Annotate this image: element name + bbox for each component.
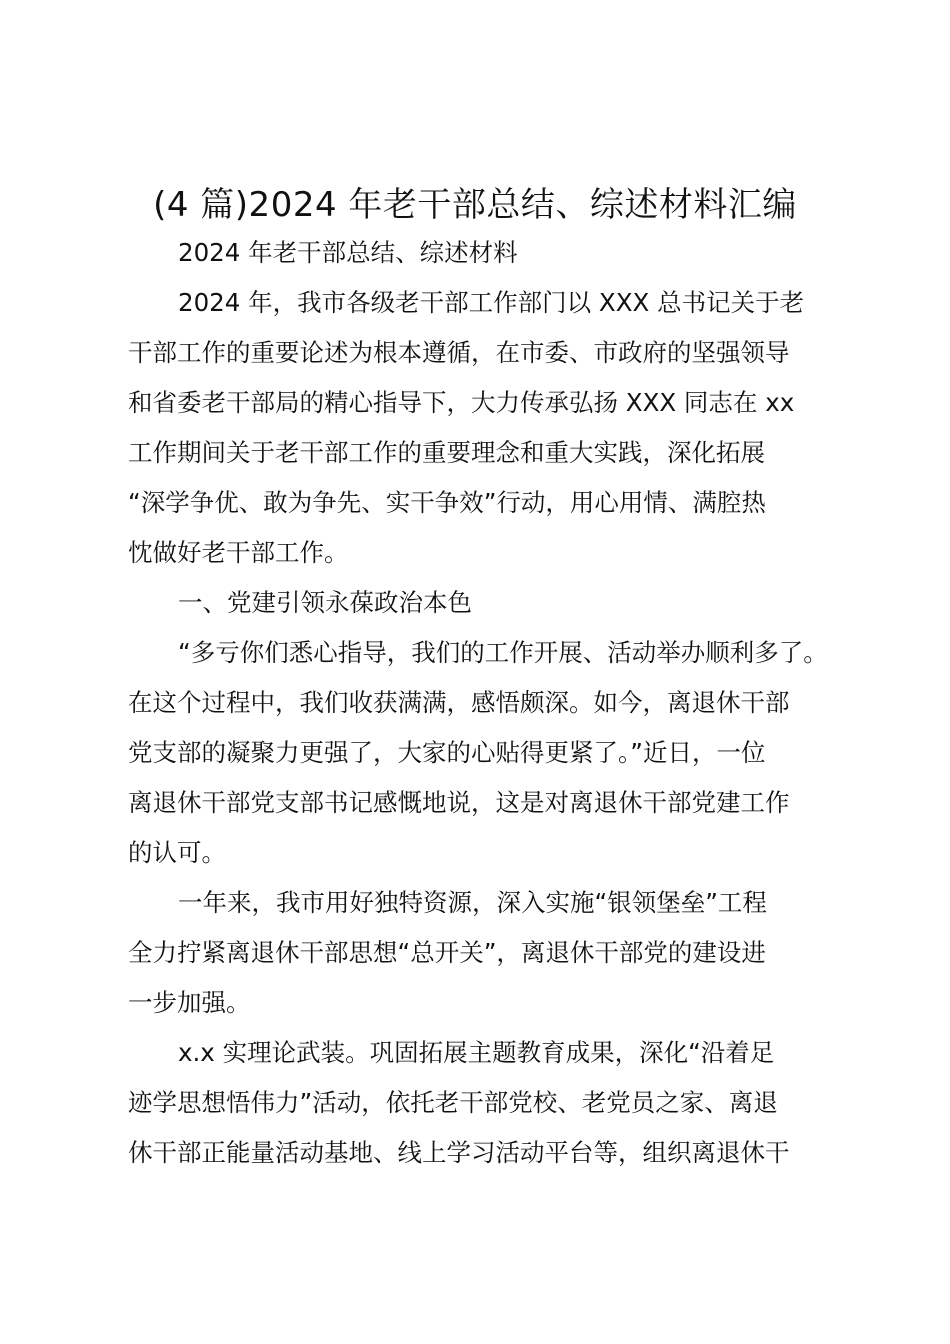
paragraph-line: 休干部正能量活动基地、线上学习活动平台等，组织离退休干 bbox=[128, 1138, 790, 1167]
document-title: (4 篇)2024 年老干部总结、综述材料汇编 bbox=[153, 185, 797, 225]
paragraph-line: 一步加强。 bbox=[128, 988, 251, 1017]
paragraph-line: 党支部的凝聚力更强了，大家的心贴得更紧了。”近日，一位 bbox=[128, 738, 766, 767]
paragraph-line: 干部工作的重要论述为根本遵循，在市委、市政府的坚强领导 bbox=[128, 338, 790, 367]
paragraph-line: x.x 实理论武装。巩固拓展主题教育成果，深化“沿着足 bbox=[178, 1038, 775, 1067]
document-subtitle: 2024 年老干部总结、综述材料 bbox=[178, 238, 518, 267]
paragraph-line: “多亏你们悉心指导，我们的工作开展、活动举办顺利多了。 bbox=[178, 638, 828, 667]
paragraph-line: “深学争优、敢为争先、实干争效”行动，用心用情、满腔热 bbox=[128, 488, 766, 517]
paragraph-line: 的认可。 bbox=[128, 838, 226, 867]
paragraph-line: 2024 年，我市各级老干部工作部门以 XXX 总书记关于老 bbox=[178, 288, 805, 317]
paragraph-line: 一年来，我市用好独特资源，深入实施“银领堡垒”工程 bbox=[178, 888, 767, 917]
paragraph-line: 在这个过程中，我们收获满满，感悟颇深。如今，离退休干部 bbox=[128, 688, 790, 717]
paragraph-line: 和省委老干部局的精心指导下，大力传承弘扬 XXX 同志在 xx bbox=[128, 388, 795, 417]
section-heading: 一、党建引领永葆政治本色 bbox=[178, 588, 472, 617]
paragraph-line: 迹学思想悟伟力”活动，依托老干部党校、老党员之家、离退 bbox=[128, 1088, 778, 1117]
paragraph-line: 离退休干部党支部书记感慨地说，这是对离退休干部党建工作 bbox=[128, 788, 790, 817]
paragraph-line: 忱做好老干部工作。 bbox=[128, 538, 349, 567]
paragraph-line: 工作期间关于老干部工作的重要理念和重大实践，深化拓展 bbox=[128, 438, 765, 467]
paragraph-line: 全力拧紧离退休干部思想“总开关”，离退休干部党的建设进 bbox=[128, 938, 766, 967]
